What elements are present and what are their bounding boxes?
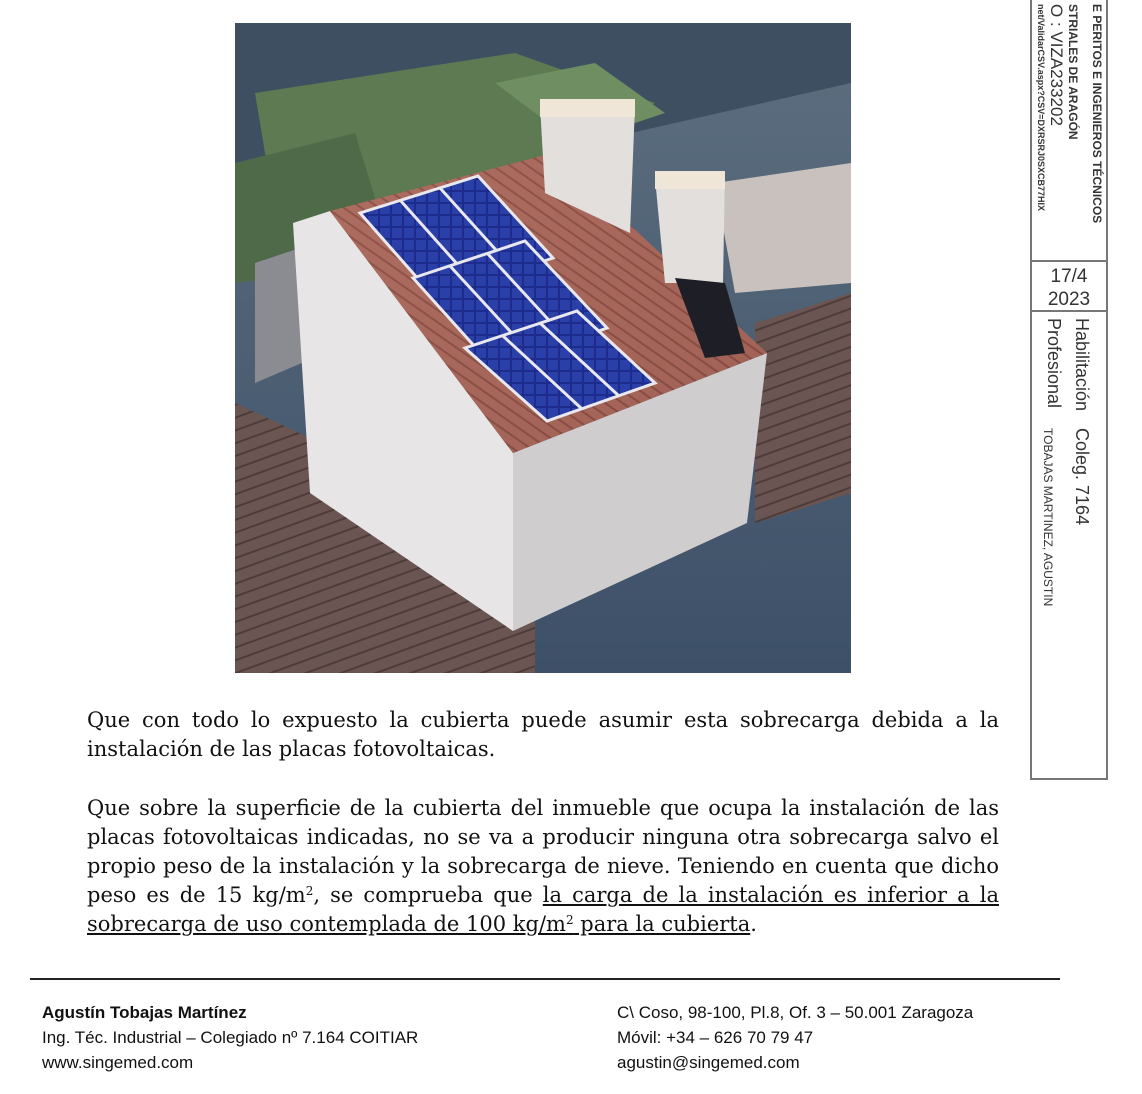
author-name: Agustín Tobajas Martínez: [42, 1003, 247, 1022]
superscript: 2: [565, 913, 574, 927]
stamp-habilitacion: Habilitación: [1072, 318, 1092, 412]
underlined-text-end: para la cubierta: [573, 912, 751, 936]
author-website: www.singemed.com: [42, 1053, 194, 1072]
underlined-text: la carga de la instalación es inferior a la sobrecarga de uso contemplada de 100 kg/m: [87, 883, 999, 936]
house-render: [235, 23, 851, 673]
stamp-csv-url: net/ValidarCSV.aspx?CSV=DXRSRJ0SXCB77HIX: [1036, 4, 1046, 212]
solar-roof-figure: [235, 23, 851, 673]
period: .: [750, 912, 757, 936]
author-mobile: Móvil: +34 – 626 70 79 47: [617, 1028, 814, 1047]
stamp-date-year: 2023: [1047, 289, 1091, 310]
stamp-org-line2: STRIALES DE ARAGÓN: [1066, 4, 1080, 140]
author-title: Ing. Téc. Industrial – Colegiado nº 7.164 COITIAR: [42, 1028, 419, 1047]
stamp-coleg: Coleg. 7164: [1072, 428, 1092, 526]
author-address: C\ Coso, 98-100, Pl.8, Of. 3 – 50.001 Zaragoza: [617, 1003, 974, 1022]
paragraph-conclusion: Que con todo lo expuesto la cubierta puede asumir esta sobrecarga debida a la instalación de las placas fotovoltaicas.: [87, 708, 999, 761]
stamp-profesional: Profesional: [1044, 318, 1064, 409]
load-text-cont: , se comprueba que: [313, 883, 543, 907]
footer-divider: [30, 978, 1060, 980]
superscript: 2: [305, 884, 314, 898]
stamp-org-line1: E PERITOS E INGENIEROS TÉCNICOS: [1090, 4, 1104, 224]
footer-right: [617, 1000, 973, 1075]
stamp-date: [1030, 260, 1108, 312]
stamp-date-day: 17/4: [1050, 266, 1088, 287]
stamp-holder: TOBAJAS MARTINEZ, AGUSTIN: [1041, 428, 1055, 607]
stamp-visado-code: O : VIZA233202: [1047, 4, 1066, 126]
paragraph-load-check: [87, 794, 999, 939]
author-email: agustin@singemed.com: [617, 1053, 800, 1072]
load-text: Que sobre la superficie de la cubierta del inmueble que ocupa la instalación de las placas fotovoltaicas indicadas, no se va a producir ninguna otra sobrecarga salvo el propio peso de la instalación y la sobrecarga de nieve. Teniendo en cuenta que dicho peso es de 15 kg/m: [87, 796, 999, 907]
footer-left: [42, 1000, 418, 1075]
